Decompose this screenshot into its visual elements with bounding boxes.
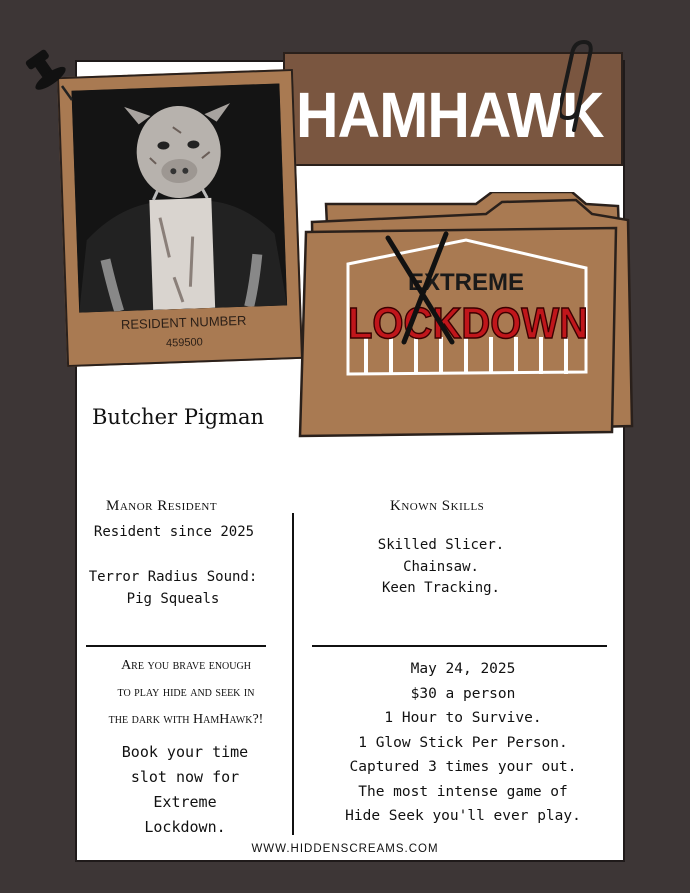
resident-since: Resident since 2025 [93,524,255,540]
skill-item: Skilled Slicer. [377,537,505,553]
character-name: Butcher Pigman [92,405,265,429]
event-price: $30 a person [410,685,516,702]
resident-photo-card [57,69,303,367]
skill-item: Keen Tracking. [381,580,500,596]
event-date: May 24, 2025 [410,661,516,677]
terror-radius-value: Pig Squeals [126,591,220,607]
event-tagline-2: Hide Seek you'll ever play. [345,808,581,824]
event-capture-rule: Captured 3 times your out. [349,759,577,775]
event-details [312,657,614,829]
booking-text: Book your time slot now for Extreme Lockdown. [121,743,249,836]
left-divider [86,645,266,647]
paper-clip-icon [560,38,608,138]
event-glow-stick: 1 Glow Stick Per Person. [358,734,568,751]
pigman-photo [71,83,287,312]
page-title: HAMHAWK [296,79,604,151]
skill-item: Chainsaw. [403,559,479,575]
logo-word-extreme: EXTREME [407,269,525,296]
website-link[interactable]: WWW.HIDDENSCREAMS.COM [251,843,439,855]
case-folder [296,192,636,440]
known-skills-heading: Known Skills [390,498,485,514]
event-tagline-1: The most intense game of [358,783,568,800]
resident-number-label: RESIDENT NUMBER [120,312,247,333]
push-pin-icon [24,42,80,102]
right-divider [312,645,607,647]
logo-word-lockdown: LOCKDOWN [348,299,588,348]
manor-resident-heading: Manor Resident [106,498,218,514]
terror-radius-label: Terror Radius Sound: [88,569,258,585]
resident-number-value: 459500 [165,336,203,350]
challenge-text: Are you brave enough to play hide and seek in the dark with HamHawk?! [108,658,264,727]
event-duration: 1 Hour to Survive. [384,710,542,726]
